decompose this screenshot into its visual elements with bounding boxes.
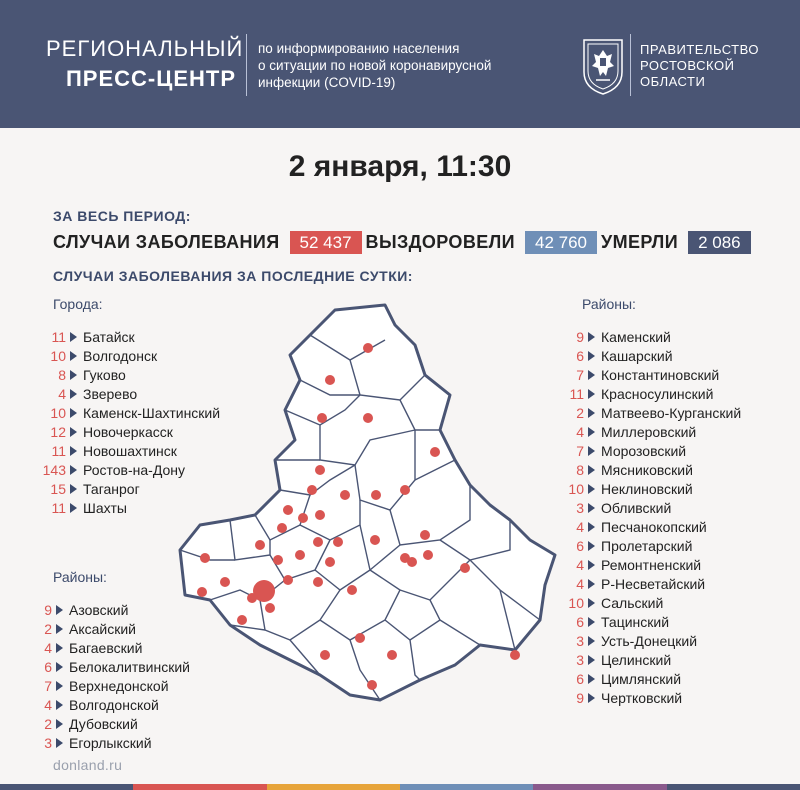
- place-name: Белокалитвинский: [69, 658, 190, 675]
- place-name: Чертковский: [601, 689, 683, 706]
- case-count: 2: [576, 404, 584, 421]
- gov-line2: РОСТОВСКОЙ: [640, 58, 735, 73]
- case-count: 6: [576, 537, 584, 554]
- place-name: Миллеровский: [601, 423, 697, 440]
- place-name: Красносулинский: [601, 385, 714, 402]
- list-item: [30, 619, 190, 638]
- list-item: [555, 669, 741, 688]
- subtitle-line2: о ситуации по новой коронавирусной: [258, 58, 492, 73]
- report-date: 2 января, 11:30: [288, 150, 512, 183]
- triangle-right-icon: [70, 427, 77, 437]
- deaths-label: УМЕРЛИ: [601, 231, 679, 252]
- triangle-right-icon: [588, 522, 595, 532]
- list-item: [555, 422, 741, 441]
- triangle-right-icon: [588, 541, 595, 551]
- press-center-subtitle: [258, 40, 558, 91]
- cases-value-badge: 52 437: [290, 231, 362, 254]
- case-count: 8: [576, 461, 584, 478]
- triangle-right-icon: [70, 446, 77, 456]
- case-count: 4: [576, 423, 584, 440]
- place-name: Каменский: [601, 328, 671, 345]
- place-name: Морозовский: [601, 442, 687, 459]
- place-name: Гуково: [83, 366, 126, 383]
- case-count: 3: [576, 499, 584, 516]
- case-count: 11: [569, 385, 584, 402]
- triangle-right-icon: [56, 681, 63, 691]
- place-name: Обливский: [601, 499, 672, 516]
- triangle-right-icon: [588, 693, 595, 703]
- case-count: 4: [576, 575, 584, 592]
- list-item: [555, 365, 741, 384]
- list-item: [30, 657, 190, 676]
- place-name: Ростов-на-Дону: [83, 461, 185, 478]
- case-count: 10: [50, 347, 66, 364]
- place-name: Целинский: [601, 651, 672, 668]
- list-item: [555, 517, 741, 536]
- subtitle-line1: по информированию населения: [258, 41, 460, 56]
- case-count: 11: [51, 442, 66, 459]
- list-item: [555, 441, 741, 460]
- case-count: 8: [58, 366, 66, 383]
- case-count: 10: [50, 404, 66, 421]
- triangle-right-icon: [588, 579, 595, 589]
- case-count: 6: [576, 613, 584, 630]
- place-name: Батайск: [83, 328, 135, 345]
- list-item: [30, 714, 190, 733]
- list-item: [30, 676, 190, 695]
- cases-label: СЛУЧАИ ЗАБОЛЕВАНИЯ: [53, 231, 280, 252]
- place-name: Егорлыкский: [69, 734, 152, 751]
- case-count: 15: [50, 480, 66, 497]
- place-name: Волгодонской: [69, 696, 159, 713]
- triangle-right-icon: [588, 484, 595, 494]
- triangle-right-icon: [588, 408, 595, 418]
- press-title-line1: РЕГИОНАЛЬНЫЙ: [46, 36, 244, 61]
- case-count: 4: [44, 696, 52, 713]
- place-name: Р-Несветайский: [601, 575, 706, 592]
- place-name: Аксайский: [69, 620, 136, 637]
- triangle-right-icon: [56, 700, 63, 710]
- gov-line1: ПРАВИТЕЛЬСТВО: [640, 42, 759, 57]
- subtitle-line3: инфекции (COVID-19): [258, 75, 396, 90]
- footer-url: donland.ru: [53, 757, 123, 773]
- list-item: [555, 536, 741, 555]
- place-name: Матвеево-Курганский: [601, 404, 742, 421]
- place-name: Неклиновский: [601, 480, 693, 497]
- triangle-right-icon: [70, 503, 77, 513]
- list-item: [555, 384, 741, 403]
- place-name: Константиновский: [601, 366, 720, 383]
- triangle-right-icon: [70, 351, 77, 361]
- case-count: 2: [44, 620, 52, 637]
- place-name: Цимлянский: [601, 670, 682, 687]
- triangle-right-icon: [588, 655, 595, 665]
- triangle-right-icon: [588, 617, 595, 627]
- triangle-right-icon: [588, 503, 595, 513]
- press-center-title: [46, 36, 244, 92]
- period-label: ЗА ВЕСЬ ПЕРИОД:: [53, 208, 191, 224]
- list-item: [555, 574, 741, 593]
- place-name: Дубовский: [69, 715, 138, 732]
- triangle-right-icon: [588, 351, 595, 361]
- list-item: [30, 638, 190, 657]
- list-item: [30, 695, 190, 714]
- header-divider: [246, 34, 247, 96]
- triangle-right-icon: [588, 560, 595, 570]
- districts-left-list: [30, 600, 190, 752]
- place-name: Кашарский: [601, 347, 673, 364]
- cities-title: Города:: [53, 296, 103, 312]
- header-divider-2: [630, 34, 631, 96]
- triangle-right-icon: [56, 662, 63, 672]
- triangle-right-icon: [56, 719, 63, 729]
- case-count: 3: [44, 734, 52, 751]
- districts-right-title: Районы:: [582, 296, 636, 312]
- case-count: 10: [568, 594, 584, 611]
- case-count: 11: [51, 328, 66, 345]
- list-item: [30, 600, 190, 619]
- rostov-region-map-icon: [170, 300, 565, 708]
- case-count: 4: [44, 639, 52, 656]
- case-count: 9: [576, 328, 584, 345]
- case-count: 12: [50, 423, 66, 440]
- case-count: 3: [576, 632, 584, 649]
- case-count: 7: [44, 677, 52, 694]
- districts-left-title: Районы:: [53, 569, 107, 585]
- case-count: 4: [58, 385, 66, 402]
- list-item: [555, 460, 741, 479]
- triangle-right-icon: [588, 465, 595, 475]
- triangle-right-icon: [588, 636, 595, 646]
- press-title-line2: ПРЕСС-ЦЕНТР: [65, 66, 236, 91]
- triangle-right-icon: [70, 389, 77, 399]
- triangle-right-icon: [70, 332, 77, 342]
- districts-right-list: [555, 327, 741, 707]
- list-item: [555, 327, 741, 346]
- triangle-right-icon: [588, 427, 595, 437]
- recovered-value-badge: 42 760: [525, 231, 597, 254]
- case-count: 6: [576, 670, 584, 687]
- case-count: 4: [576, 556, 584, 573]
- list-item: [555, 479, 741, 498]
- case-count: 10: [568, 480, 584, 497]
- list-item: [555, 555, 741, 574]
- list-item: [555, 612, 741, 631]
- triangle-right-icon: [70, 484, 77, 494]
- place-name: Багаевский: [69, 639, 143, 656]
- case-count: 143: [42, 461, 66, 478]
- case-count: 2: [44, 715, 52, 732]
- place-name: Тацинский: [601, 613, 670, 630]
- place-name: Мясниковский: [601, 461, 693, 478]
- deaths-value-badge: 2 086: [688, 231, 751, 254]
- place-name: Усть-Донецкий: [601, 632, 698, 649]
- case-count: 7: [576, 442, 584, 459]
- place-name: Волгодонск: [83, 347, 158, 364]
- place-name: Песчанокопский: [601, 518, 707, 535]
- list-item: [555, 650, 741, 669]
- triangle-right-icon: [70, 370, 77, 380]
- place-name: Азовский: [69, 601, 129, 618]
- place-name: Верхнедонской: [69, 677, 169, 694]
- list-item: [30, 733, 190, 752]
- triangle-right-icon: [588, 370, 595, 380]
- place-name: Пролетарский: [601, 537, 693, 554]
- list-item: [555, 346, 741, 365]
- triangle-right-icon: [588, 598, 595, 608]
- triangle-right-icon: [56, 643, 63, 653]
- place-name: Ремонтненский: [601, 556, 702, 573]
- triangle-right-icon: [56, 624, 63, 634]
- header-banner: [0, 0, 800, 128]
- coat-of-arms-icon: [578, 36, 628, 98]
- triangle-right-icon: [70, 408, 77, 418]
- totals-row: [53, 230, 755, 254]
- case-count: 9: [44, 601, 52, 618]
- case-count: 11: [51, 499, 66, 516]
- place-name: Новошахтинск: [83, 442, 177, 459]
- footer-color-bar: [0, 784, 800, 790]
- list-item: [555, 498, 741, 517]
- triangle-right-icon: [70, 465, 77, 475]
- triangle-right-icon: [588, 674, 595, 684]
- triangle-right-icon: [56, 605, 63, 615]
- triangle-right-icon: [588, 389, 595, 399]
- case-count: 4: [576, 518, 584, 535]
- list-item: [555, 688, 741, 707]
- case-count: 6: [44, 658, 52, 675]
- case-count: 3: [576, 651, 584, 668]
- gov-line3: ОБЛАСТИ: [640, 74, 706, 89]
- place-name: Зверево: [83, 385, 138, 402]
- triangle-right-icon: [56, 738, 63, 748]
- case-count: 7: [576, 366, 584, 383]
- case-count: 9: [576, 689, 584, 706]
- triangle-right-icon: [588, 332, 595, 342]
- place-name: Таганрог: [83, 480, 140, 497]
- list-item: [555, 403, 741, 422]
- list-item: [555, 593, 741, 612]
- daily-cases-label: СЛУЧАИ ЗАБОЛЕВАНИЯ ЗА ПОСЛЕДНИЕ СУТКИ:: [53, 268, 413, 284]
- place-name: Сальский: [601, 594, 664, 611]
- place-name: Каменск-Шахтинский: [83, 404, 221, 421]
- list-item: [555, 631, 741, 650]
- case-count: 6: [576, 347, 584, 364]
- place-name: Новочеркасск: [83, 423, 173, 440]
- triangle-right-icon: [588, 446, 595, 456]
- recovered-label: ВЫЗДОРОВЕЛИ: [365, 231, 516, 252]
- place-name: Шахты: [83, 499, 127, 516]
- government-name: [640, 42, 759, 90]
